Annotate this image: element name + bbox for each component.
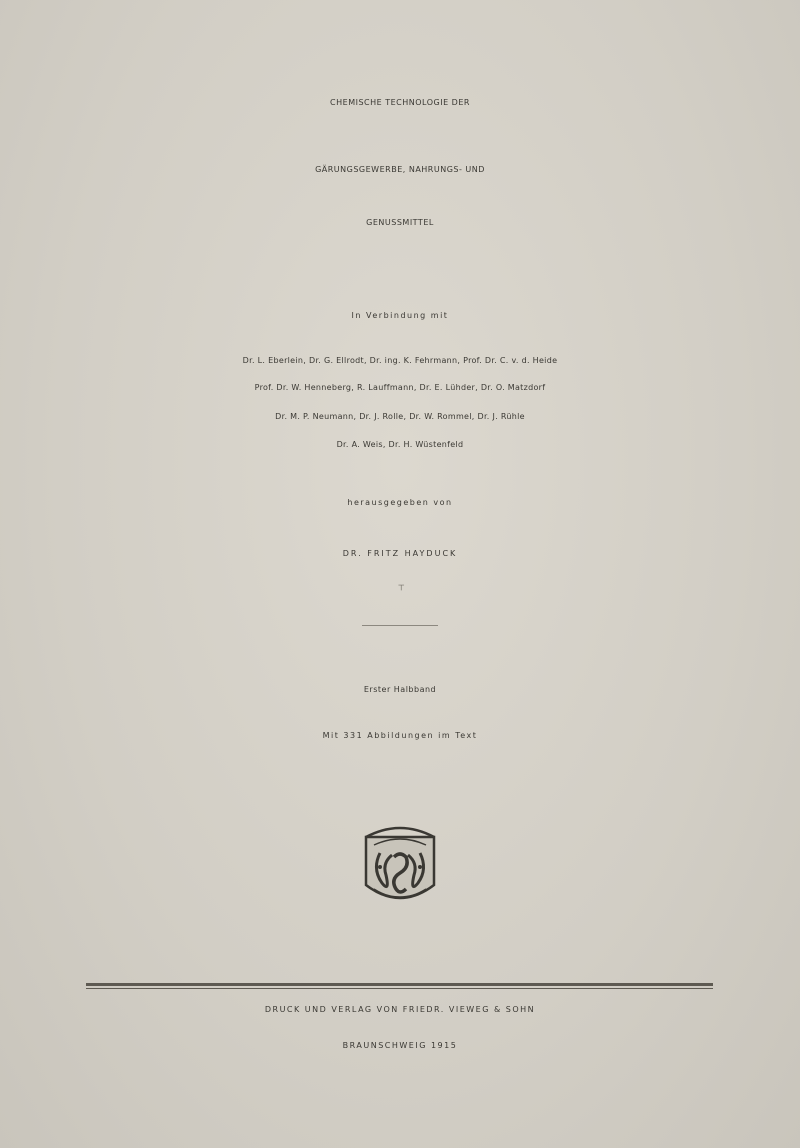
- authors-line-2: Prof. Dr. W. Henneberg, R. Lauffmann, Dr. E. Lühder, Dr. O. Matzdorf: [254, 383, 546, 392]
- book-title-line-1: CHEMISCHE TECHNOLOGIE DER: [330, 98, 470, 107]
- book-title-line-2: GÄRUNGSGEWERBE, NAHRUNGS- UND: [315, 165, 485, 174]
- authors-line-4: Dr. A. Weis, Dr. H. Wüstenfeld: [336, 440, 464, 449]
- collaboration-intro: In Verbindung mit: [351, 311, 449, 320]
- editor-name: DR. FRITZ HAYDUCK: [342, 549, 458, 558]
- divider-double-bottom: [86, 988, 713, 989]
- authors-line-3: Dr. M. P. Neumann, Dr. J. Rolle, Dr. W. Rommel, Dr. J. Rühle: [275, 412, 525, 421]
- book-title-line-3: GENUSSMITTEL: [366, 218, 434, 227]
- volume-label: Erster Halbband: [363, 685, 437, 694]
- publisher-emblem-icon: [360, 823, 440, 908]
- illustrations-note: Mit 331 Abbildungen im Text: [322, 731, 478, 740]
- divider-double-top: [86, 983, 713, 986]
- ornament-mark: ⸆: [398, 583, 405, 598]
- short-divider: [362, 625, 438, 626]
- publisher-line: DRUCK UND VERLAG VON FRIEDR. VIEWEG & SOHN: [264, 1005, 536, 1014]
- place-and-year: BRAUNSCHWEIG 1915: [342, 1041, 458, 1050]
- authors-line-1: Dr. L. Eberlein, Dr. G. Ellrodt, Dr. ing. K. Fehrmann, Prof. Dr. C. v. d. Heide: [242, 356, 558, 365]
- editor-intro: herausgegeben von: [347, 498, 453, 507]
